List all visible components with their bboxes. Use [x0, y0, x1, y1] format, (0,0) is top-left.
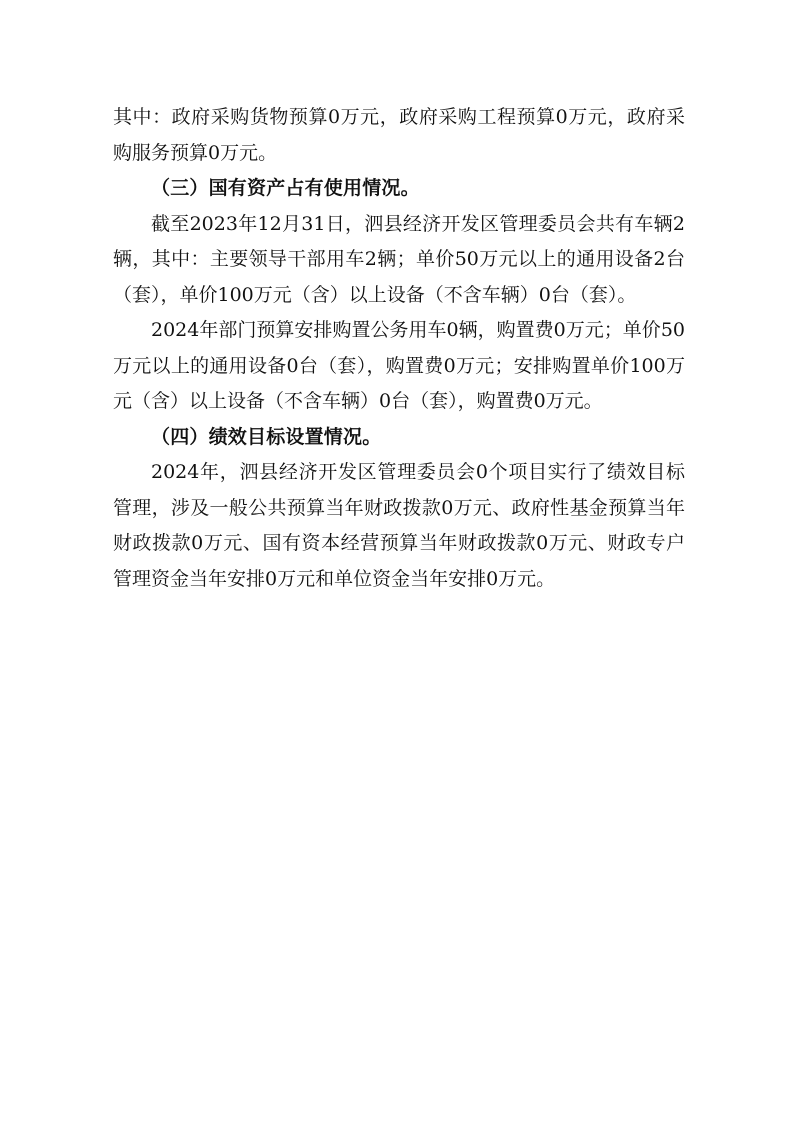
procurement-breakdown-paragraph: 其中：政府采购货物预算0万元，政府采购工程预算0万元，政府采购服务预算0万元。 [113, 106, 685, 164]
section-heading-state-assets: （三）国有资产占有使用情况。 [151, 177, 420, 199]
document-body [113, 100, 685, 597]
state-assets-paragraph: 截至2023年12月31日，泗县经济开发区管理委员会共有车辆2辆，其中：主要领导干部用车2辆；单价50万元以上的通用设备2台（套），单价100万元（含）以上设备（不含车辆）0台（套）。 [113, 212, 685, 306]
section-heading-performance-goals: （四）绩效目标设置情况。 [151, 425, 382, 448]
purchase-plan-paragraph: 2024年部门预算安排购置公务用车0辆，购置费0万元；单价50万元以上的通用设备0台（套），购置费0万元；安排购置单价100万元（含）以上设备（不含车辆）0台（套），购置费0万元。 [113, 319, 685, 412]
performance-goals-paragraph: 2024年，泗县经济开发区管理委员会0个项目实行了绩效目标管理，涉及一般公共预算当年财政拨款0万元、政府性基金预算当年财政拨款0万元、国有资本经营预算当年财政拨款0万元、财政专户管理资金当年安排0万元和单位资金当年安排0万元。 [113, 461, 685, 590]
